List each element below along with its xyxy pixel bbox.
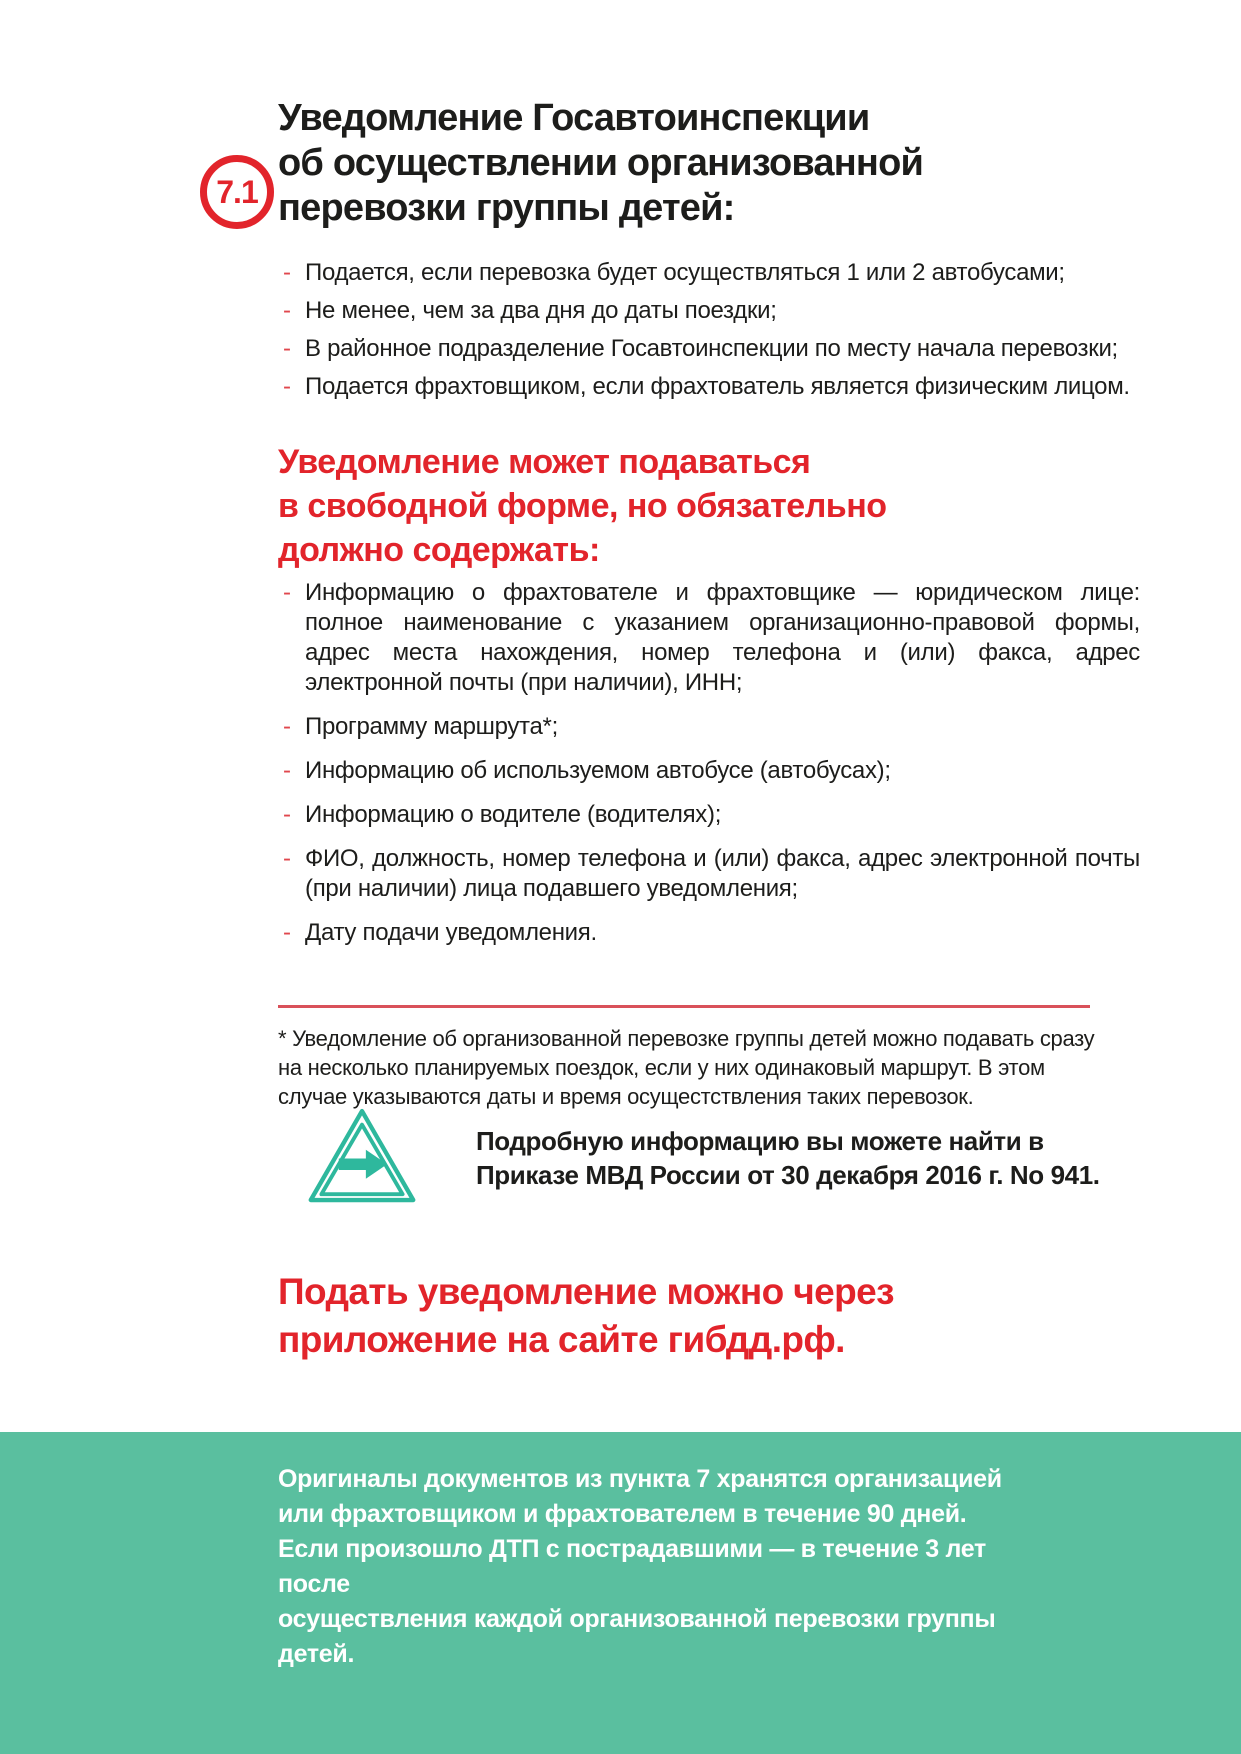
dash-bullet-icon: - — [283, 801, 291, 828]
list-item — [278, 800, 1140, 830]
section-number: 7.1 — [216, 173, 258, 210]
dash-bullet-icon: - — [283, 373, 291, 400]
subsection-heading-line: в свободной форме, но обязательно — [278, 487, 887, 525]
dash-bullet-icon: - — [283, 845, 291, 872]
list-item-text: Не менее, чем за два дня до даты поездки; — [305, 297, 777, 324]
dash-bullet-icon: - — [283, 919, 291, 946]
retention-notice-line: осуществления каждой организованной перевозки группы детей. — [278, 1605, 996, 1668]
list-item-text: Информацию о водителе (водителях); — [305, 801, 722, 828]
list-item — [278, 578, 1140, 698]
dash-bullet-icon: - — [283, 297, 291, 324]
section-title-line: перевозки группы детей: — [278, 187, 735, 229]
list-item-text: В районное подразделение Госавтоинспекции по месту начала перевозки; — [305, 335, 1118, 362]
list-item-text: Подается, если перевозка будет осуществляться 1 или 2 автобусами; — [305, 259, 1065, 286]
retention-notice-text — [278, 1462, 1038, 1672]
section-title — [278, 96, 923, 231]
list-item-text: Программу маршрута*; — [305, 713, 558, 740]
list-item-text: ФИО, должность, номер телефона и (или) факса, адрес электронной почты (при наличии) лица подавшего уведомления; — [305, 845, 1140, 902]
list-item-text: Подается фрахтовщиком, если фрахтователь является физическим лицом. — [305, 373, 1130, 400]
intro-bullet-list — [278, 258, 1140, 410]
reference-note — [476, 1106, 1100, 1192]
dash-bullet-icon: - — [283, 579, 291, 606]
retention-notice-line: или фрахтовщиком и фрахтователем в течение 90 дней. — [278, 1500, 967, 1528]
list-item-text: Дату подачи уведомления. — [305, 919, 597, 946]
subsection-heading-line: должно содержать: — [278, 531, 600, 569]
reference-note-line: Подробную информацию вы можете найти в — [476, 1126, 1044, 1156]
cta-heading-line: приложение на сайте гибдд.рф. — [278, 1319, 845, 1360]
list-item — [278, 296, 1140, 326]
section-title-line: Уведомление Госавтоинспекции — [278, 97, 870, 139]
list-item — [278, 756, 1140, 786]
section-title-line: об осуществлении организованной — [278, 142, 924, 184]
cta-heading — [278, 1268, 894, 1364]
retention-notice-line: Если произошло ДТП с пострадавшими — в течение 3 лет после — [278, 1535, 986, 1598]
dash-bullet-icon: - — [283, 757, 291, 784]
list-item — [278, 258, 1140, 288]
footnote-text: * Уведомление об организованной перевозке группы детей можно подавать сразу на несколько планируемых поездок, если у них одинаковый маршрут. В этом случае указываются даты и время осущестствления таких перевозок. — [278, 1026, 1095, 1109]
list-item — [278, 844, 1140, 904]
list-item-text: Информацию о фрахтователе и фрахтовщике — юридическом лице: полное наименование с указанием организационно-правовой формы, адрес места нахождения, номер телефона и (или) факса, адрес электронной почты (при наличии), ИНН; — [305, 579, 1140, 696]
list-item — [278, 334, 1140, 364]
list-item — [278, 372, 1140, 402]
dash-bullet-icon: - — [283, 713, 291, 740]
subsection-heading-line: Уведомление может подаваться — [278, 443, 811, 481]
footnote-divider — [278, 1005, 1090, 1008]
cta-heading-line: Подать уведомление можно через — [278, 1271, 894, 1312]
dash-bullet-icon: - — [283, 259, 291, 286]
retention-notice-line: Оригиналы документов из пункта 7 хранятся организацией — [278, 1465, 1002, 1493]
section-number-badge — [200, 155, 274, 229]
content-bullet-list — [278, 578, 1140, 962]
list-item — [278, 918, 1140, 948]
reference-note-line: Приказе МВД России от 30 декабря 2016 г. No 941. — [476, 1160, 1100, 1190]
right-arrow-triangle-sign-icon — [304, 1106, 420, 1208]
dash-bullet-icon: - — [283, 335, 291, 362]
list-item-text: Информацию об используемом автобусе (автобусах); — [305, 757, 891, 784]
retention-notice-banner — [0, 1432, 1241, 1754]
list-item — [278, 712, 1140, 742]
subsection-heading — [278, 440, 887, 572]
reference-note-box — [304, 1106, 1100, 1208]
